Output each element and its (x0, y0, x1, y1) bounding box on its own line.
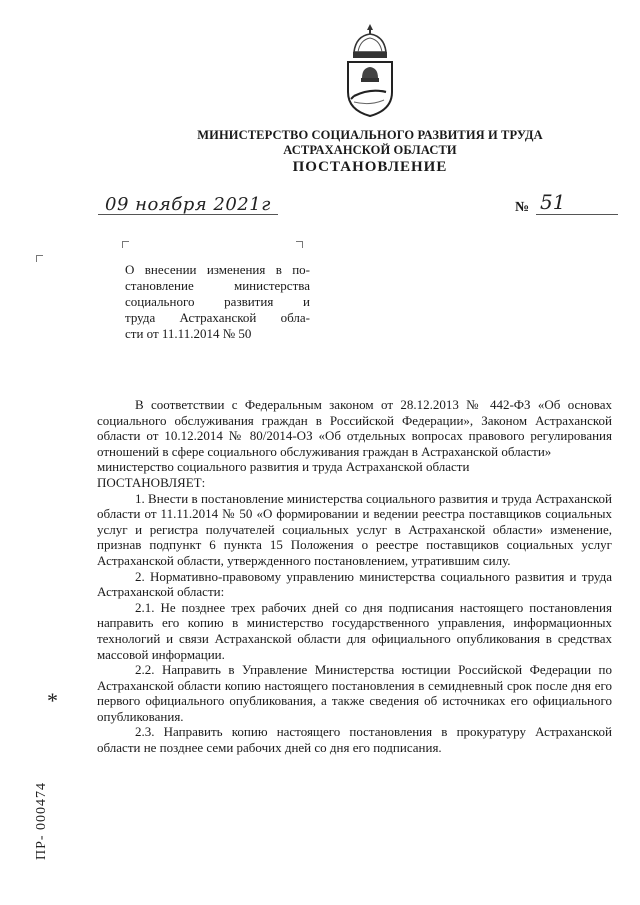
paragraph-2: 2. Нормативно-правовому управлению министерства социального развития и труда Астраханской области: (97, 568, 612, 600)
margin-asterisk: * (47, 688, 58, 713)
decree-word: ПОСТАНОВЛЯЕТ: (97, 474, 206, 490)
corner-mark (296, 241, 303, 248)
corner-mark (36, 255, 43, 262)
date-underline (98, 214, 278, 215)
document-body (97, 397, 612, 756)
handwritten-date: 09 ноября 2021г (105, 194, 271, 215)
subject-line: становление министерства (125, 278, 310, 293)
number-sign: № (515, 200, 530, 215)
corner-mark (122, 241, 129, 248)
document-type: ПОСТАНОВЛЕНИЕ (292, 159, 448, 175)
paragraph-2-1: 2.1. Не позднее трех рабочих дней со дня подписания настоящего постановления направить его копию в министерство государственного управления, информационных технологий и связи Астраханской области для официального опубликования в средствах массовой информации. (97, 599, 612, 662)
subject-line: социального развития и (125, 294, 310, 309)
authority-line: министерство социального развития и труда Астраханской области (97, 459, 470, 475)
subject-block (125, 262, 310, 342)
paragraph-2-3: 2.3. Направить копию настоящего постановления в прокуратуру Астраханской области не позднее семи рабочих дней со дня его подписания. (97, 724, 612, 756)
subject-line: труда Астраханской обла- (125, 310, 310, 325)
coat-of-arms-emblem (340, 22, 400, 118)
paragraph-1: 1. Внести в постановление министерства социального развития и труда Астраханской области от 11.11.2014 № 50 «О формировании и ведении реестра поставщиков социальных услуг и регистра получателей социальных услуг в Астраханской области» изменение, признав подпункт 6 пункта 15 Положения о реестре поставщиков социальных услуг Астраханской области, утвержденного постановлением, утратившим силу. (97, 490, 612, 568)
paragraph-2-2: 2.2. Направить в Управление Министерства юстиции Российской Федерации по Астраханской области копию настоящего постановления в семидневный срок после дня его первого официального опубликования, а также сведения об источниках его официального опубликования. (97, 662, 612, 724)
subject-line: сти от 11.11.2014 № 50 (125, 326, 252, 341)
ministry-name-line2: АСТРАХАНСКОЙ ОБЛАСТИ (283, 143, 457, 157)
registration-stamp: ПР- 000474 (34, 781, 49, 860)
ministry-name-line1: МИНИСТЕРСТВО СОЦИАЛЬНОГО РАЗВИТИЯ И ТРУДА (197, 128, 543, 142)
number-underline (536, 214, 618, 215)
subject-line: О внесении изменения в по- (125, 262, 310, 277)
preamble-paragraph: В соответствии с Федеральным законом от 28.12.2013 № 442-ФЗ «Об основах социального обслуживания граждан в Российской Федерации», Законом Астраханской области от 10.12.2014 № 80/2014-ОЗ «Об отдельных вопросах правового регулирования отношений в сфере социального обслуживания граждан в Астраханской области» (97, 397, 612, 459)
handwritten-number: 51 (540, 190, 566, 214)
